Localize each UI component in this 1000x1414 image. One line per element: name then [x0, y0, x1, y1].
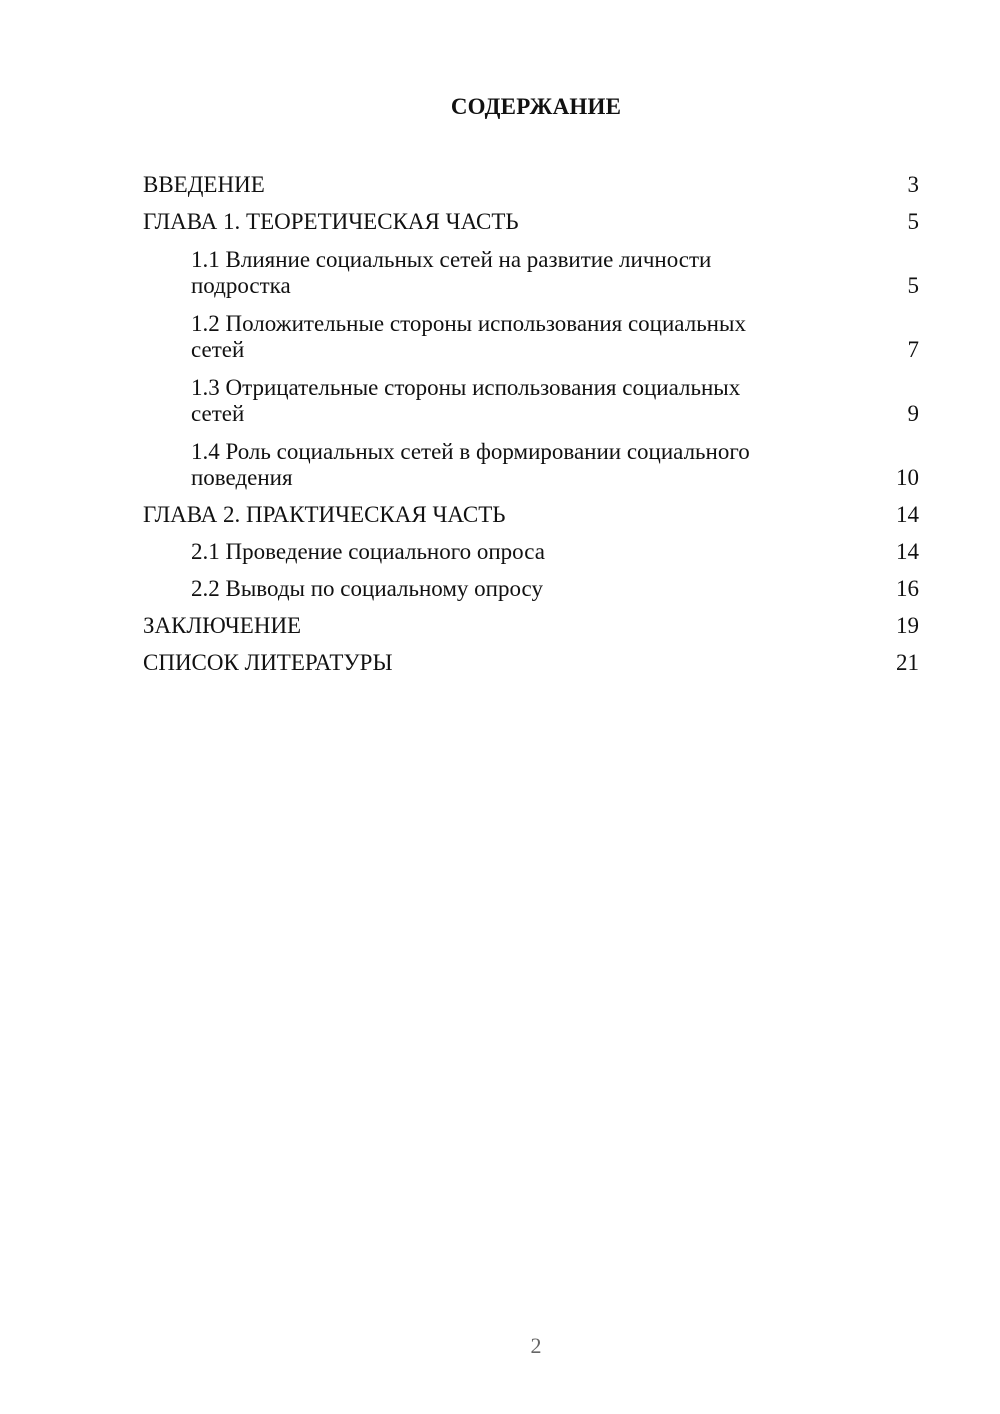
toc-entry-page: 7 [907, 337, 919, 362]
toc-entry-label: ВВЕДЕНИЕ [143, 171, 265, 197]
toc-entry-label: 2.1 Проведение социального опроса [191, 538, 545, 564]
toc-title: СОДЕРЖАНИЕ [450, 94, 622, 119]
toc-entry-label: ЗАКЛЮЧЕНИЕ [143, 612, 302, 638]
toc-entry-label: ГЛАВА 1. ТЕОРЕТИЧЕСКАЯ ЧАСТЬ [143, 208, 519, 234]
toc-entry-conclusion[interactable] [143, 607, 919, 644]
toc-entry-section-1-4[interactable] [143, 432, 919, 496]
toc-entry-introduction[interactable] [143, 166, 919, 203]
toc-entry-section-1-1[interactable] [143, 240, 919, 304]
toc-entry-label: СПИСОК ЛИТЕРАТУРЫ [143, 649, 393, 675]
toc-entry-label: 1.4 Роль социальных сетей в формировании социального поведения [191, 439, 750, 490]
toc-entry-page: 14 [896, 538, 919, 564]
toc-entry-page: 3 [907, 171, 919, 197]
toc-entry-page: 5 [907, 208, 919, 234]
toc-entry-page: 10 [896, 465, 919, 490]
toc-entry-section-2-1[interactable] [143, 533, 919, 570]
toc-entry-page: 19 [896, 612, 919, 638]
toc-entry-page: 21 [896, 649, 919, 675]
table-of-contents [143, 166, 919, 681]
toc-entry-page: 16 [896, 575, 919, 601]
toc-entry-label: 1.3 Отрицательные стороны использования социальных сетей [191, 375, 741, 426]
page-number: 2 [530, 1333, 542, 1358]
toc-entry-chapter-2[interactable] [143, 496, 919, 533]
toc-entry-page: 9 [907, 401, 919, 426]
toc-entry-section-1-3[interactable] [143, 368, 919, 432]
toc-entry-label: 1.1 Влияние социальных сетей на развитие личности подростка [191, 247, 712, 298]
toc-entry-section-1-2[interactable] [143, 304, 919, 368]
toc-entry-page: 5 [907, 273, 919, 298]
toc-entry-label: 1.2 Положительные стороны использования социальных сетей [191, 311, 746, 362]
toc-entry-label: ГЛАВА 2. ПРАКТИЧЕСКАЯ ЧАСТЬ [143, 501, 506, 527]
toc-entry-bibliography[interactable] [143, 644, 919, 681]
toc-entry-chapter-1[interactable] [143, 203, 919, 240]
toc-entry-label: 2.2 Выводы по социальному опросу [191, 575, 543, 601]
toc-entry-page: 14 [896, 501, 919, 527]
toc-entry-section-2-2[interactable] [143, 570, 919, 607]
